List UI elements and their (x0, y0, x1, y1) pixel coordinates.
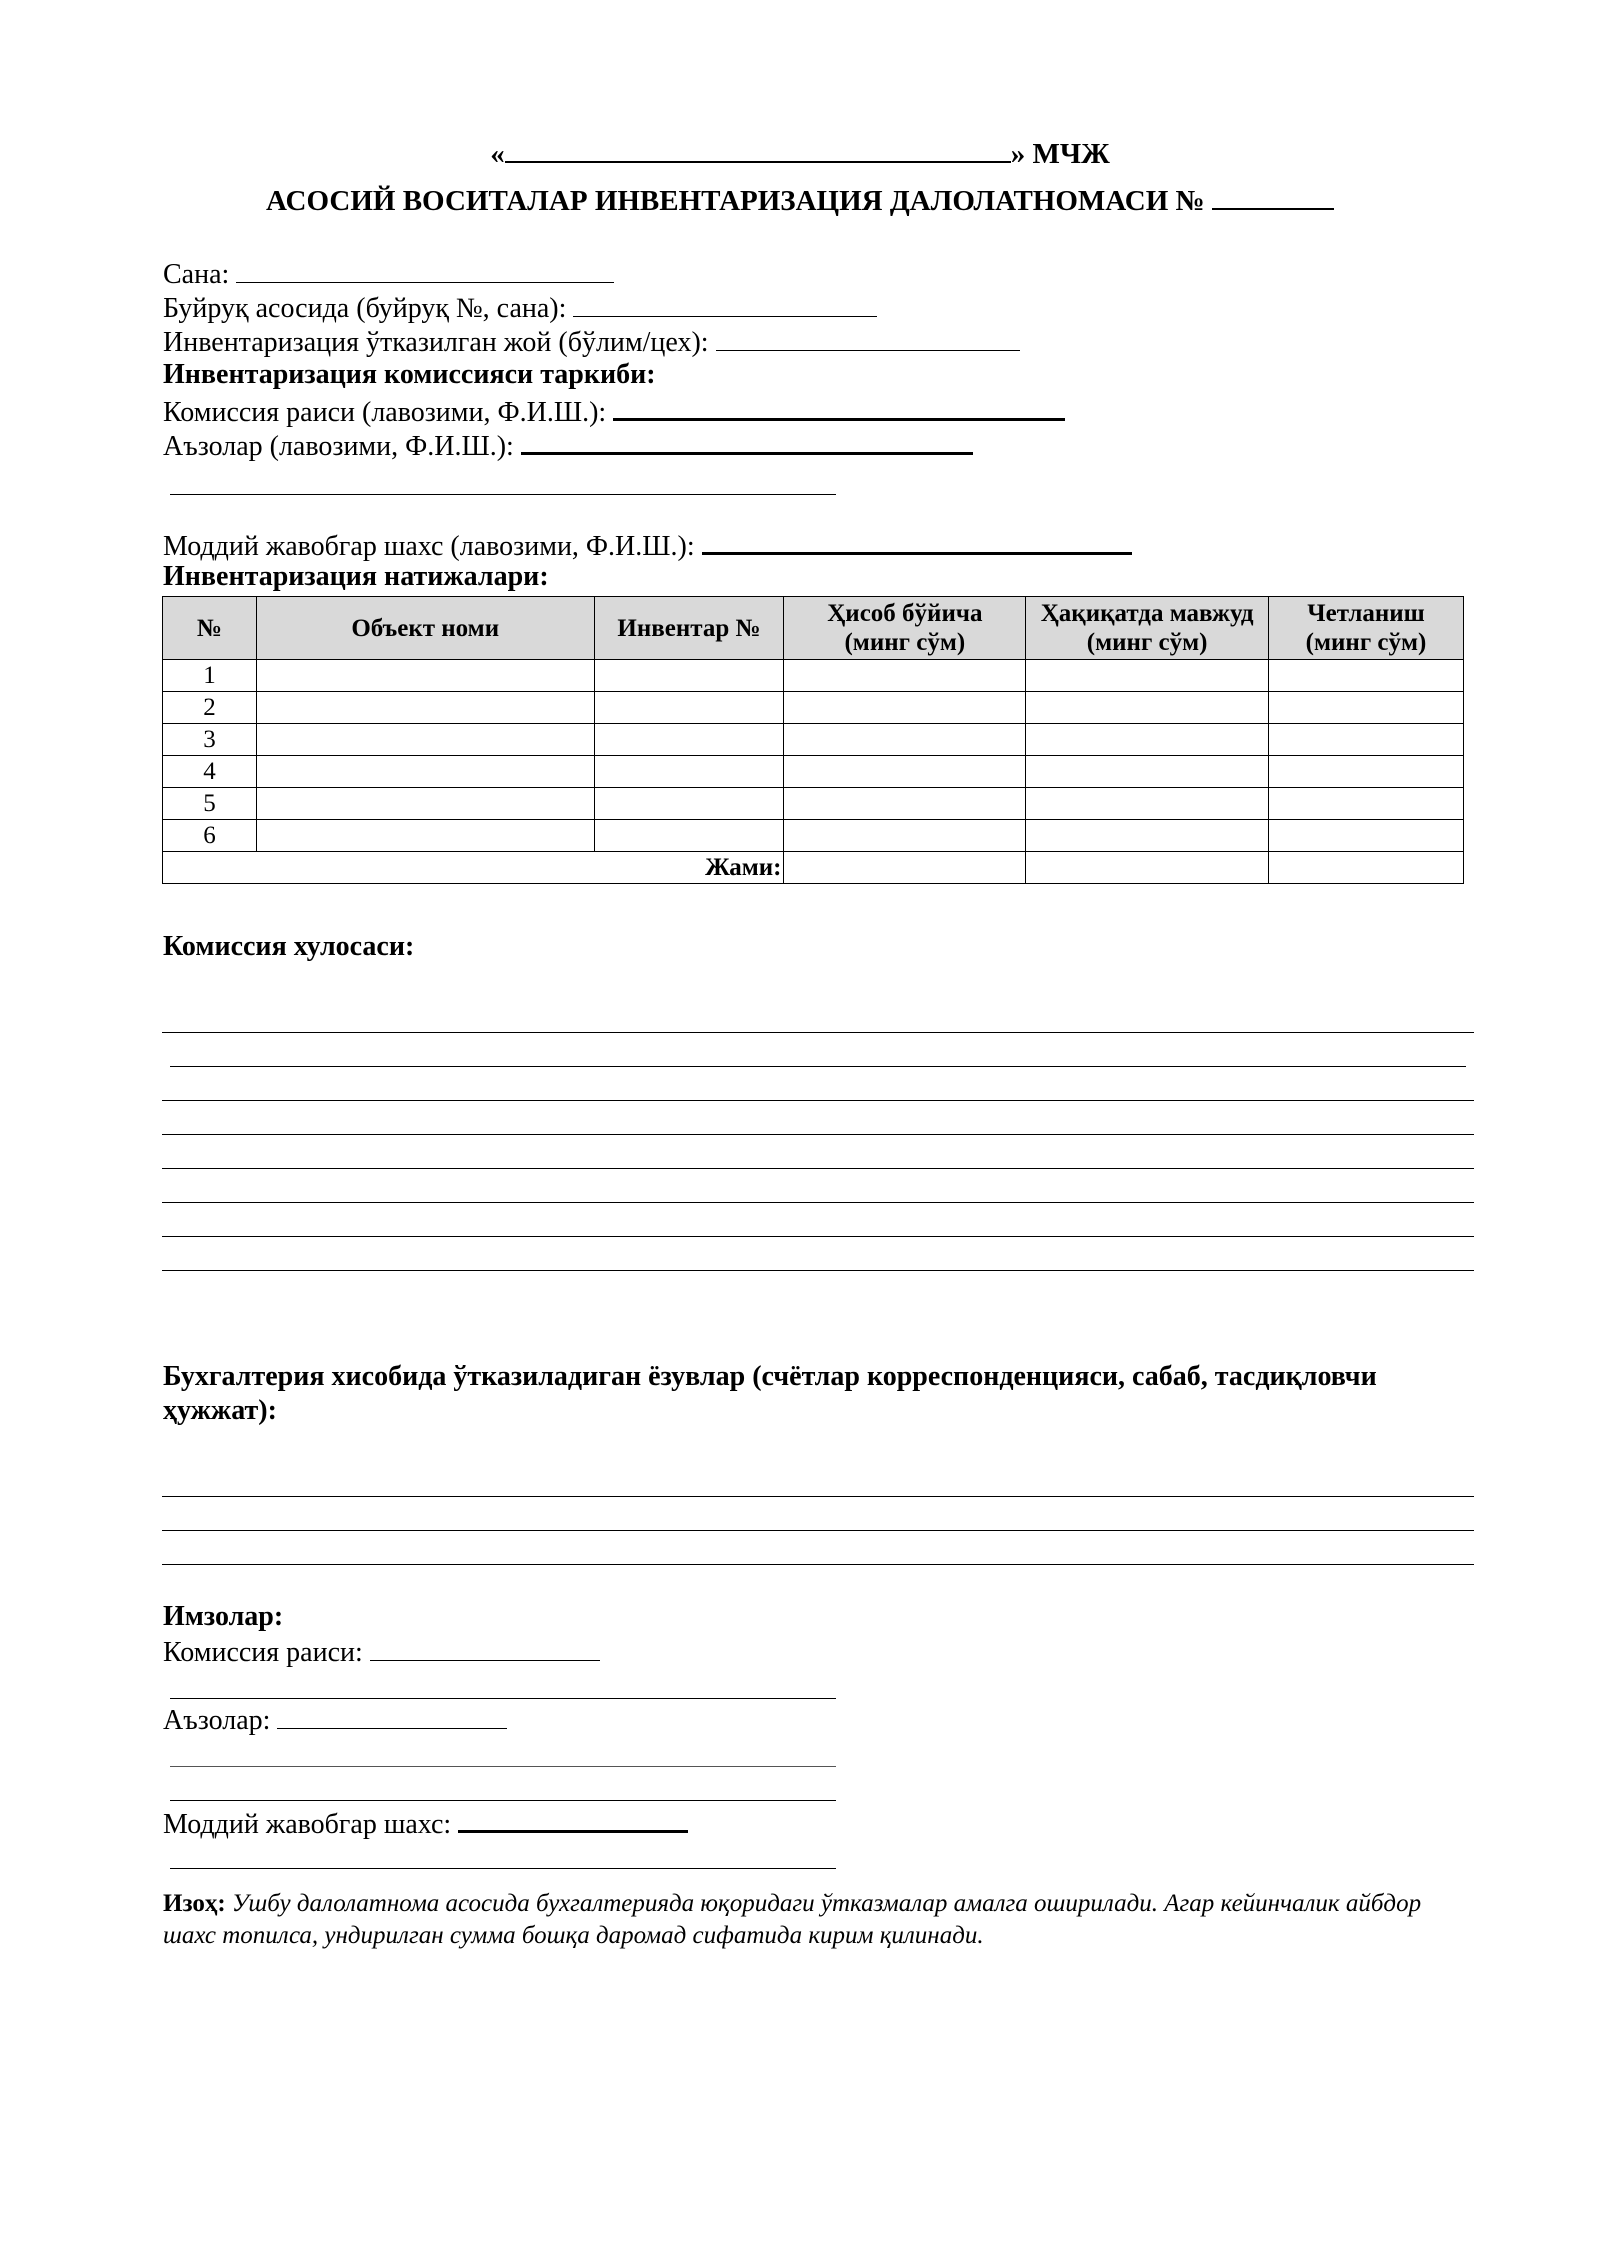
responsible-field (163, 526, 1132, 564)
document-title-text: АСОСИЙ ВОСИТАЛАР ИНВЕНТАРИЗАЦИЯ ДАЛОЛАТНОМАСИ № (266, 185, 1205, 217)
sig-members-line[interactable] (170, 1766, 836, 1767)
cell-actual-value[interactable] (1026, 660, 1269, 692)
document-number-blank[interactable] (1212, 180, 1334, 210)
footnote-label: Изоҳ: (163, 1890, 226, 1917)
row-number: 1 (163, 660, 257, 692)
row-number: 2 (163, 692, 257, 724)
members-extra-blank[interactable] (170, 494, 836, 495)
results-heading: Инвентаризация натижалари: (163, 561, 549, 592)
place-blank[interactable] (716, 324, 1020, 351)
sig-members-field (163, 1702, 507, 1738)
cell-object-name[interactable] (256, 820, 594, 852)
sig-responsible-line[interactable] (170, 1868, 836, 1869)
footnote (163, 1888, 1463, 1952)
order-blank[interactable] (573, 290, 877, 317)
table-row (163, 660, 1464, 692)
cell-inventory-number[interactable] (594, 724, 784, 756)
date-field (163, 256, 614, 292)
cell-object-name[interactable] (256, 692, 594, 724)
table-row (163, 788, 1464, 820)
sig-members-label: Аъзолар: (163, 1705, 271, 1736)
cell-deviation[interactable] (1269, 756, 1464, 788)
members-label: Аъзолар (лавозими, Ф.И.Ш.): (163, 431, 514, 462)
company-suffix: » МЧЖ (1010, 138, 1110, 170)
sig-chairman-field (163, 1634, 600, 1670)
col-header-inventory-number: Инвентар № (594, 597, 784, 660)
table-row (163, 820, 1464, 852)
total-deviation[interactable] (1269, 852, 1464, 884)
cell-deviation[interactable] (1269, 660, 1464, 692)
cell-book-value[interactable] (784, 692, 1026, 724)
table-row (163, 692, 1464, 724)
conclusion-line[interactable] (170, 1066, 1466, 1067)
footnote-text: Ушбу далолатнома асосида бухгалтерияда юқоридаги ўтказмалар амалга оширилади. Агар кейинчалик айбдор шахс топилса, ундирилган сумма бошқа даромад сифатида кирим қилинади. (163, 1890, 1422, 1949)
sig-members-blank[interactable] (277, 1702, 507, 1729)
date-label: Сана: (163, 259, 230, 290)
conclusion-line[interactable] (162, 1134, 1474, 1135)
cell-actual-value[interactable] (1026, 756, 1269, 788)
sig-responsible-blank[interactable] (458, 1804, 688, 1833)
sig-members-line[interactable] (170, 1800, 836, 1801)
cell-book-value[interactable] (784, 820, 1026, 852)
order-field (163, 290, 877, 326)
cell-inventory-number[interactable] (594, 756, 784, 788)
col-header-object-name: Объект номи (256, 597, 594, 660)
row-number: 4 (163, 756, 257, 788)
cell-deviation[interactable] (1269, 692, 1464, 724)
conclusion-line[interactable] (162, 1032, 1474, 1033)
date-blank[interactable] (236, 256, 614, 283)
place-label: Инвентаризация ўтказилган жой (бўлим/цех): (163, 327, 709, 358)
cell-deviation[interactable] (1269, 788, 1464, 820)
commission-heading: Инвентаризация комиссияси таркиби: (163, 359, 656, 390)
cell-actual-value[interactable] (1026, 820, 1269, 852)
order-label: Буйруқ асосида (буйруқ №, сана): (163, 293, 567, 324)
table-total-row (163, 852, 1464, 884)
total-book-value[interactable] (784, 852, 1026, 884)
sig-responsible-field (163, 1804, 688, 1842)
cell-object-name[interactable] (256, 660, 594, 692)
chairman-field (163, 392, 1065, 430)
total-label: Жами: (163, 852, 784, 884)
row-number: 6 (163, 820, 257, 852)
table-row (163, 724, 1464, 756)
cell-object-name[interactable] (256, 756, 594, 788)
conclusion-line[interactable] (162, 1236, 1474, 1237)
responsible-label: Моддий жавобгар шахс (лавозими, Ф.И.Ш.): (163, 531, 695, 562)
col-header-deviation: Четланиш (минг сўм) (1269, 597, 1464, 660)
inventory-table (162, 596, 1464, 884)
cell-inventory-number[interactable] (594, 820, 784, 852)
cell-book-value[interactable] (784, 724, 1026, 756)
col-header-book-value: Ҳисоб бўйича (минг сўм) (784, 597, 1026, 660)
quote-open: « (490, 138, 505, 170)
cell-actual-value[interactable] (1026, 692, 1269, 724)
cell-book-value[interactable] (784, 660, 1026, 692)
chairman-blank[interactable] (613, 392, 1065, 421)
conclusion-heading: Комиссия хулосаси: (163, 931, 415, 962)
cell-object-name[interactable] (256, 788, 594, 820)
accounting-line[interactable] (162, 1496, 1474, 1497)
row-number: 3 (163, 724, 257, 756)
total-actual-value[interactable] (1026, 852, 1269, 884)
cell-actual-value[interactable] (1026, 724, 1269, 756)
table-row (163, 756, 1464, 788)
signatures-heading: Имзолар: (163, 1601, 284, 1632)
table-header-row (163, 597, 1464, 660)
document-title (0, 180, 1600, 220)
row-number: 5 (163, 788, 257, 820)
chairman-label: Комиссия раиси (лавозими, Ф.И.Ш.): (163, 397, 607, 428)
cell-deviation[interactable] (1269, 724, 1464, 756)
responsible-blank[interactable] (702, 526, 1132, 555)
col-header-actual-value: Ҳақиқатда мавжуд (минг сўм) (1026, 597, 1269, 660)
col-header-number: № (163, 597, 257, 660)
cell-deviation[interactable] (1269, 820, 1464, 852)
accounting-heading: Бухгалтерия хисобида ўтказиладиган ёзувлар (счётлар корреспонденцияси, сабаб, тасдиқловчи ҳужжат): (163, 1361, 1377, 1426)
cell-book-value[interactable] (784, 788, 1026, 820)
sig-responsible-label: Моддий жавобгар шахс: (163, 1809, 452, 1840)
accounting-line[interactable] (162, 1530, 1474, 1531)
cell-inventory-number[interactable] (594, 788, 784, 820)
sig-chairman-blank[interactable] (370, 1634, 600, 1661)
company-name-blank[interactable] (505, 133, 1011, 163)
accounting-line[interactable] (162, 1564, 1474, 1565)
conclusion-line[interactable] (162, 1270, 1474, 1271)
company-name-line (0, 133, 1600, 173)
conclusion-line[interactable] (162, 1100, 1474, 1101)
sig-chairman-label: Комиссия раиси: (163, 1637, 363, 1668)
cell-book-value[interactable] (784, 756, 1026, 788)
place-field (163, 324, 1020, 360)
cell-actual-value[interactable] (1026, 788, 1269, 820)
cell-inventory-number[interactable] (594, 692, 784, 724)
conclusion-line[interactable] (162, 1202, 1474, 1203)
cell-object-name[interactable] (256, 724, 594, 756)
cell-inventory-number[interactable] (594, 660, 784, 692)
members-blank[interactable] (521, 426, 973, 455)
members-field (163, 426, 973, 464)
sig-chairman-line[interactable] (170, 1698, 836, 1699)
conclusion-line[interactable] (162, 1168, 1474, 1169)
